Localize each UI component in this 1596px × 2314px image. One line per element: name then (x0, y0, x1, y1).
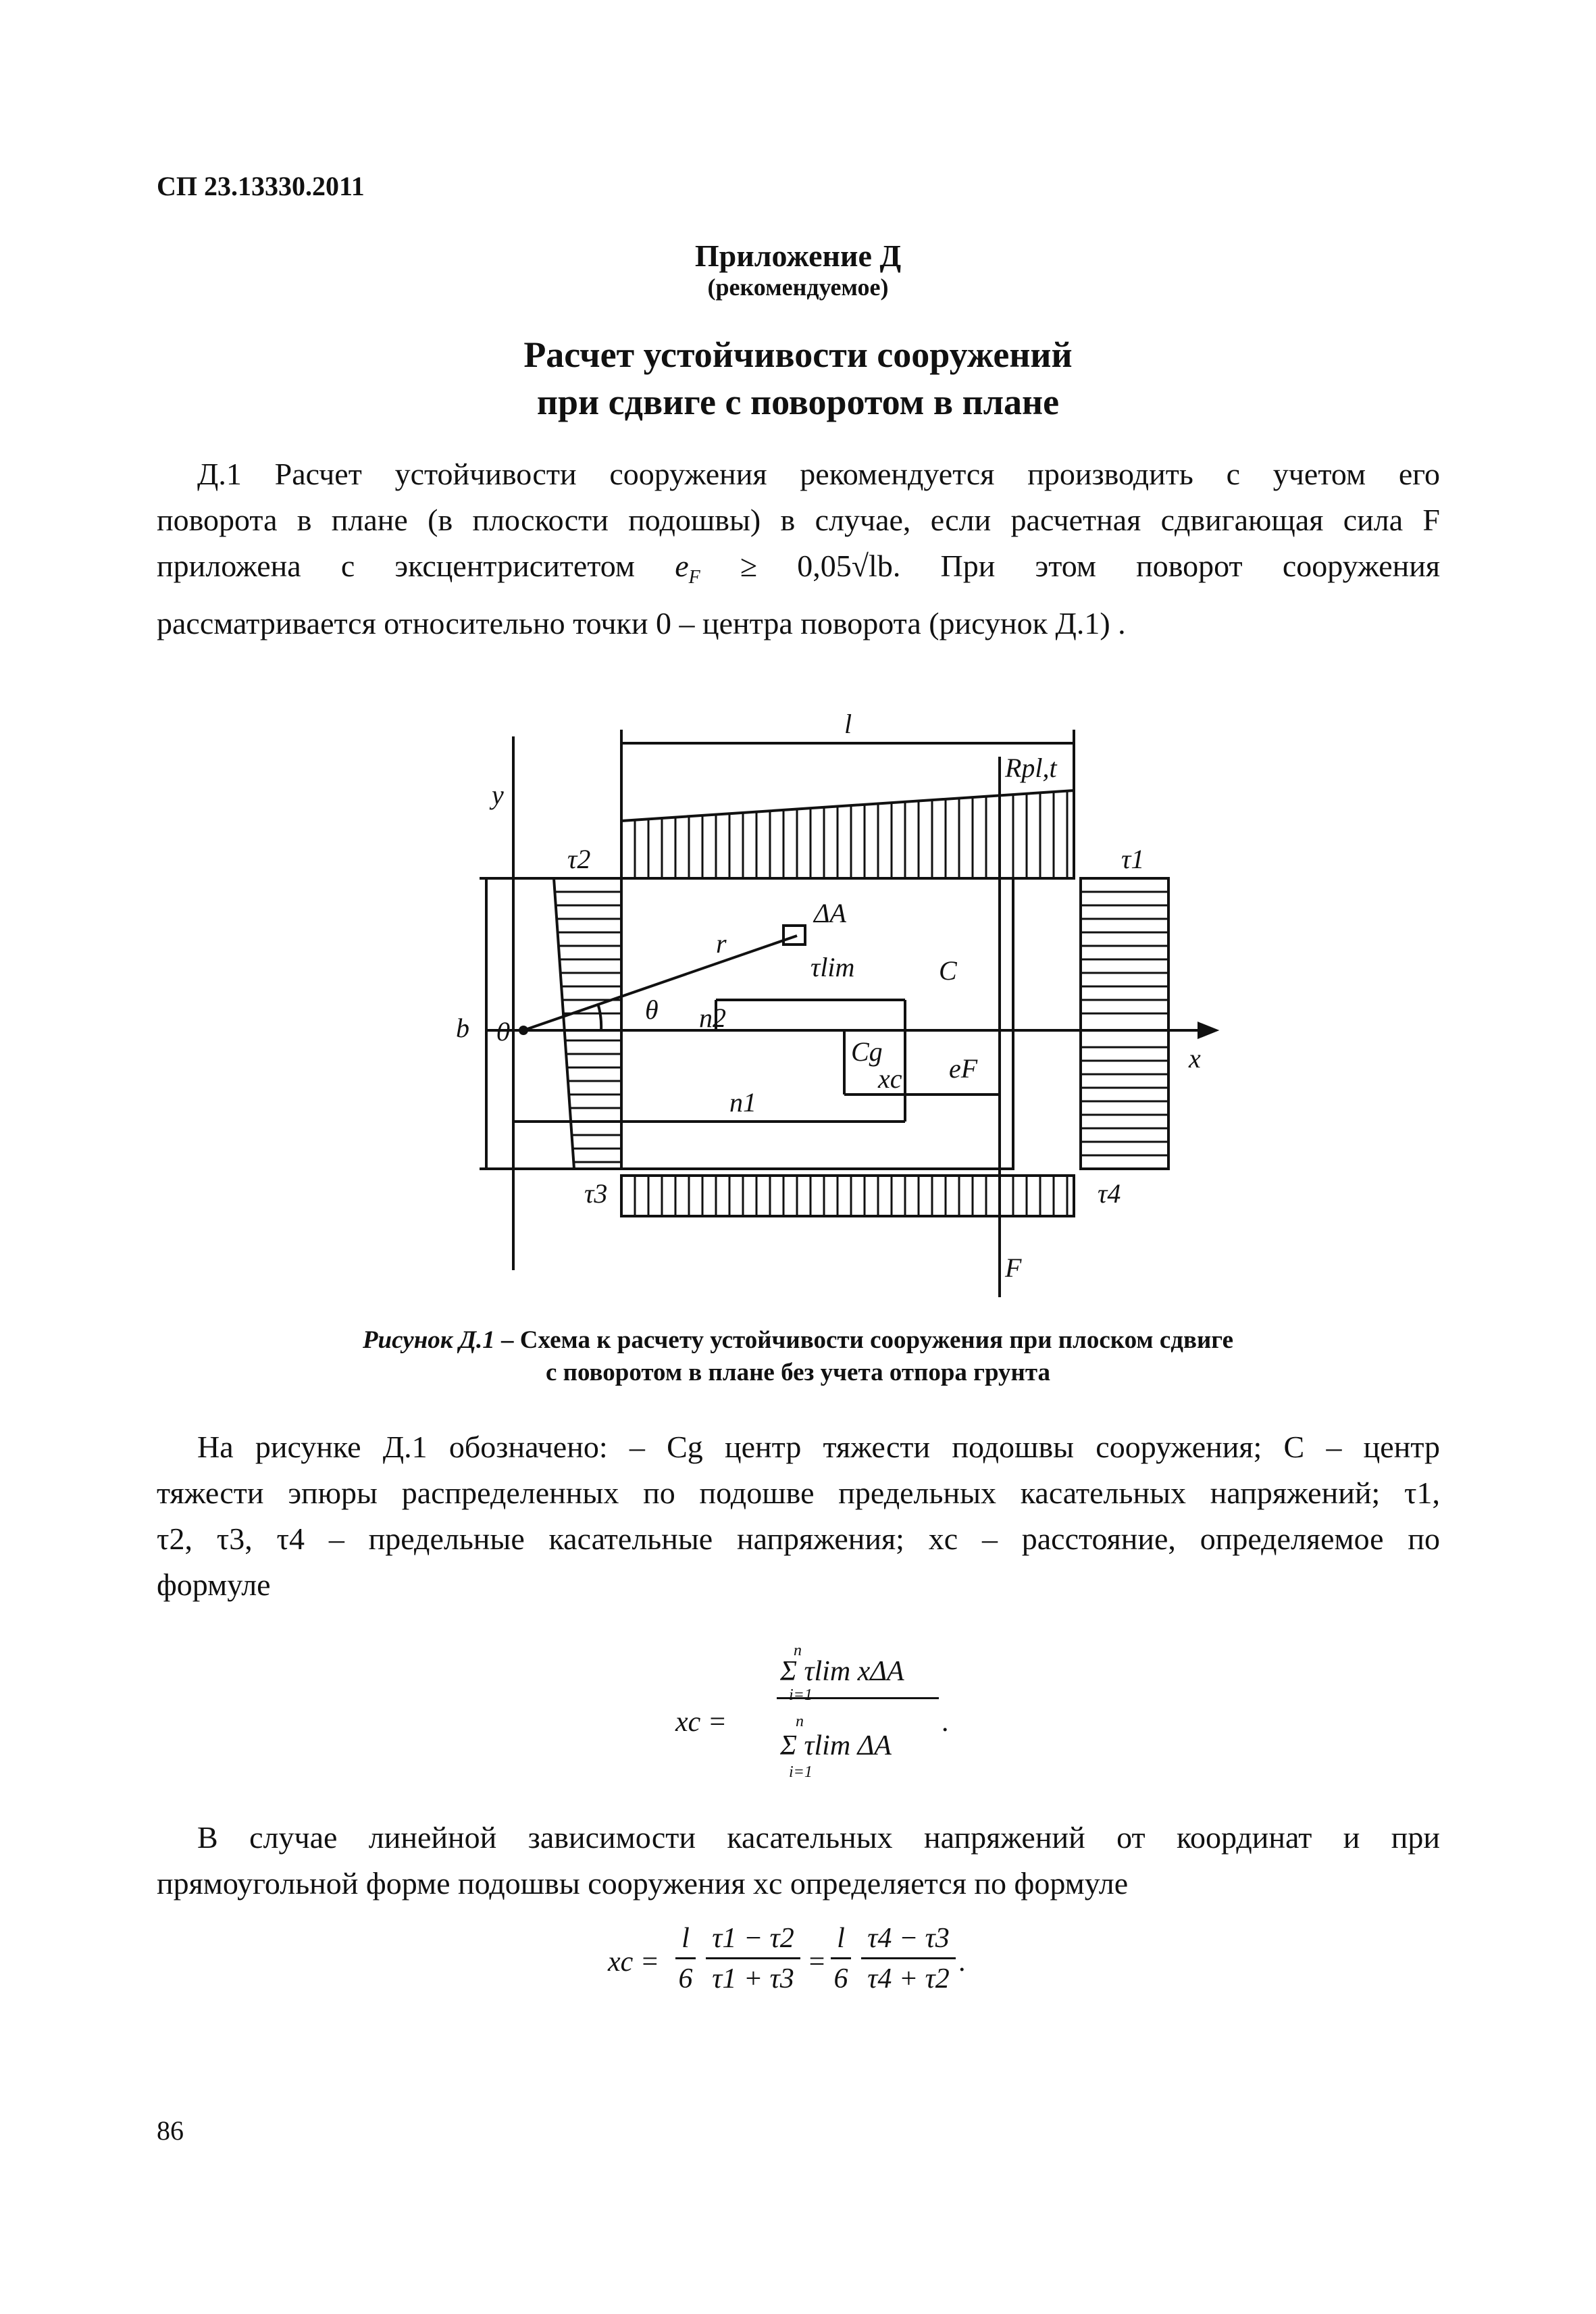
label-C: C (939, 955, 957, 986)
caption-line-1: Рисунок Д.1 – Схема к расчету устойчивости сооружения при плоском сдвиге (362, 1326, 1234, 1354)
label-n2: n2 (699, 1003, 726, 1033)
sum-lower-limit: i=1 (789, 1763, 813, 1781)
label-tau3: τ3 (584, 1178, 608, 1209)
radius-r (523, 936, 797, 1030)
label-l: l (844, 709, 852, 739)
figure-caption (0, 1324, 1596, 1389)
paragraph-text: ≥ 0,05√lb. При этом поворот сооружения (740, 549, 1441, 583)
formula-lhs: xc = (608, 1946, 660, 1978)
sum-lower-limit: i=1 (789, 1686, 813, 1704)
label-rplt: Rpl,t (1005, 753, 1057, 783)
formula-xc-sum (675, 1642, 1013, 1804)
paragraph-line: рассматривается относительно точки 0 – центра поворота (рисунок Д.1) . (157, 606, 1126, 640)
label-tau4: τ4 (1098, 1178, 1121, 1209)
fraction-num: l (837, 1923, 845, 1954)
label-b: b (456, 1013, 469, 1043)
formula-eq: = (807, 1946, 827, 1978)
paragraph-notation (157, 1424, 1440, 1608)
formula-xc-linear (608, 1922, 1027, 2017)
section-title-line-1: Расчет устойчивости сооружений (523, 334, 1073, 375)
paragraph-line: τ2, τ3, τ4 – предельные касательные напряжения; xc – расстояние, определяемое по (157, 1521, 1440, 1556)
fraction-bar (861, 1957, 956, 1959)
appendix-title: Приложение Д (694, 238, 902, 273)
document-code: СП 23.13330.2011 (157, 171, 365, 201)
paragraph-line: поворота в плане (в плоскости подошвы) в случае, если расчетная сдвигающая сила F (157, 503, 1440, 537)
formula-denominator: Σ τlim ΔA (780, 1730, 892, 1761)
label-tlim: τlim (810, 952, 855, 982)
paragraph-line: На рисунке Д.1 обозначено: – Cg центр тяжести подошвы сооружения; C – центр (197, 1430, 1440, 1464)
sum-upper-limit: n (794, 1642, 802, 1659)
fraction-num: τ1 − τ2 (712, 1923, 794, 1954)
fraction-bar (675, 1957, 696, 1959)
theta-arc (598, 1003, 601, 1030)
fraction-num: l (681, 1923, 690, 1954)
formula-lhs: xc = (675, 1707, 727, 1738)
fraction-den: 6 (833, 1963, 848, 1994)
label-F: F (1005, 1253, 1022, 1283)
caption-line-2: с поворотом в плане без учета отпора грунта (545, 1359, 1050, 1386)
section-title-line-2: при сдвиге с поворотом в плане (536, 382, 1060, 422)
label-Cg: Cg (851, 1036, 883, 1067)
fraction-den: τ1 + τ3 (712, 1963, 794, 1994)
fraction-bar (831, 1957, 851, 1959)
paragraph-line: В случае линейной зависимости касательных напряжений от координат и при (197, 1820, 1440, 1855)
paragraph-text: приложена с эксцентриситетом (157, 549, 636, 583)
label-r: r (716, 928, 727, 959)
caption-prefix: Рисунок Д.1 (362, 1326, 495, 1354)
label-eF: eF (949, 1053, 978, 1084)
label-y: y (492, 780, 504, 810)
paragraph-line: формуле (157, 1567, 271, 1602)
fraction-bar (706, 1957, 800, 1959)
right-stress-epure (1081, 878, 1168, 1169)
paragraph-line (157, 543, 1440, 601)
label-theta: θ (645, 995, 659, 1025)
label-xc: xc (878, 1063, 902, 1094)
eccentricity-symbol: $e_F$ (675, 549, 700, 588)
appendix-subtitle: (рекомендуемое) (707, 274, 889, 301)
paragraph-line: Д.1 Расчет устойчивости сооружения рекомендуется производить с учетом его (197, 457, 1440, 491)
paragraph-linear-case (157, 1815, 1440, 1907)
label-tau1: τ1 (1121, 844, 1145, 874)
element-dA (783, 926, 805, 945)
paragraph-line: тяжести эпюры распределенных по подошве предельных касательных напряжений; τ1, (157, 1476, 1440, 1510)
paragraph-d1 (157, 451, 1440, 647)
rotation-center-point (519, 1026, 528, 1035)
label-tau2: τ2 (567, 844, 591, 874)
label-n1: n1 (729, 1087, 756, 1117)
sum-upper-limit: n (796, 1713, 804, 1730)
label-x: x (1189, 1043, 1201, 1074)
formula-numerator: Σ τlim xΔA (780, 1656, 904, 1687)
label-dA: ΔA (814, 898, 846, 928)
label-O: 0 (496, 1016, 510, 1047)
page-number: 86 (157, 2115, 184, 2146)
fraction-den: τ4 + τ2 (867, 1963, 950, 1994)
figure-shear-rotation-diagram (432, 703, 1229, 1297)
fraction-den: 6 (678, 1963, 693, 1994)
formula-end: . (942, 1707, 950, 1738)
formula-end: . (959, 1946, 967, 1978)
left-stress-epure (554, 878, 621, 1169)
section-title (0, 331, 1596, 426)
paragraph-line: прямоугольной форме подошвы сооружения xc определяется по формуле (157, 1866, 1129, 1901)
fraction-num: τ4 − τ3 (867, 1923, 950, 1954)
